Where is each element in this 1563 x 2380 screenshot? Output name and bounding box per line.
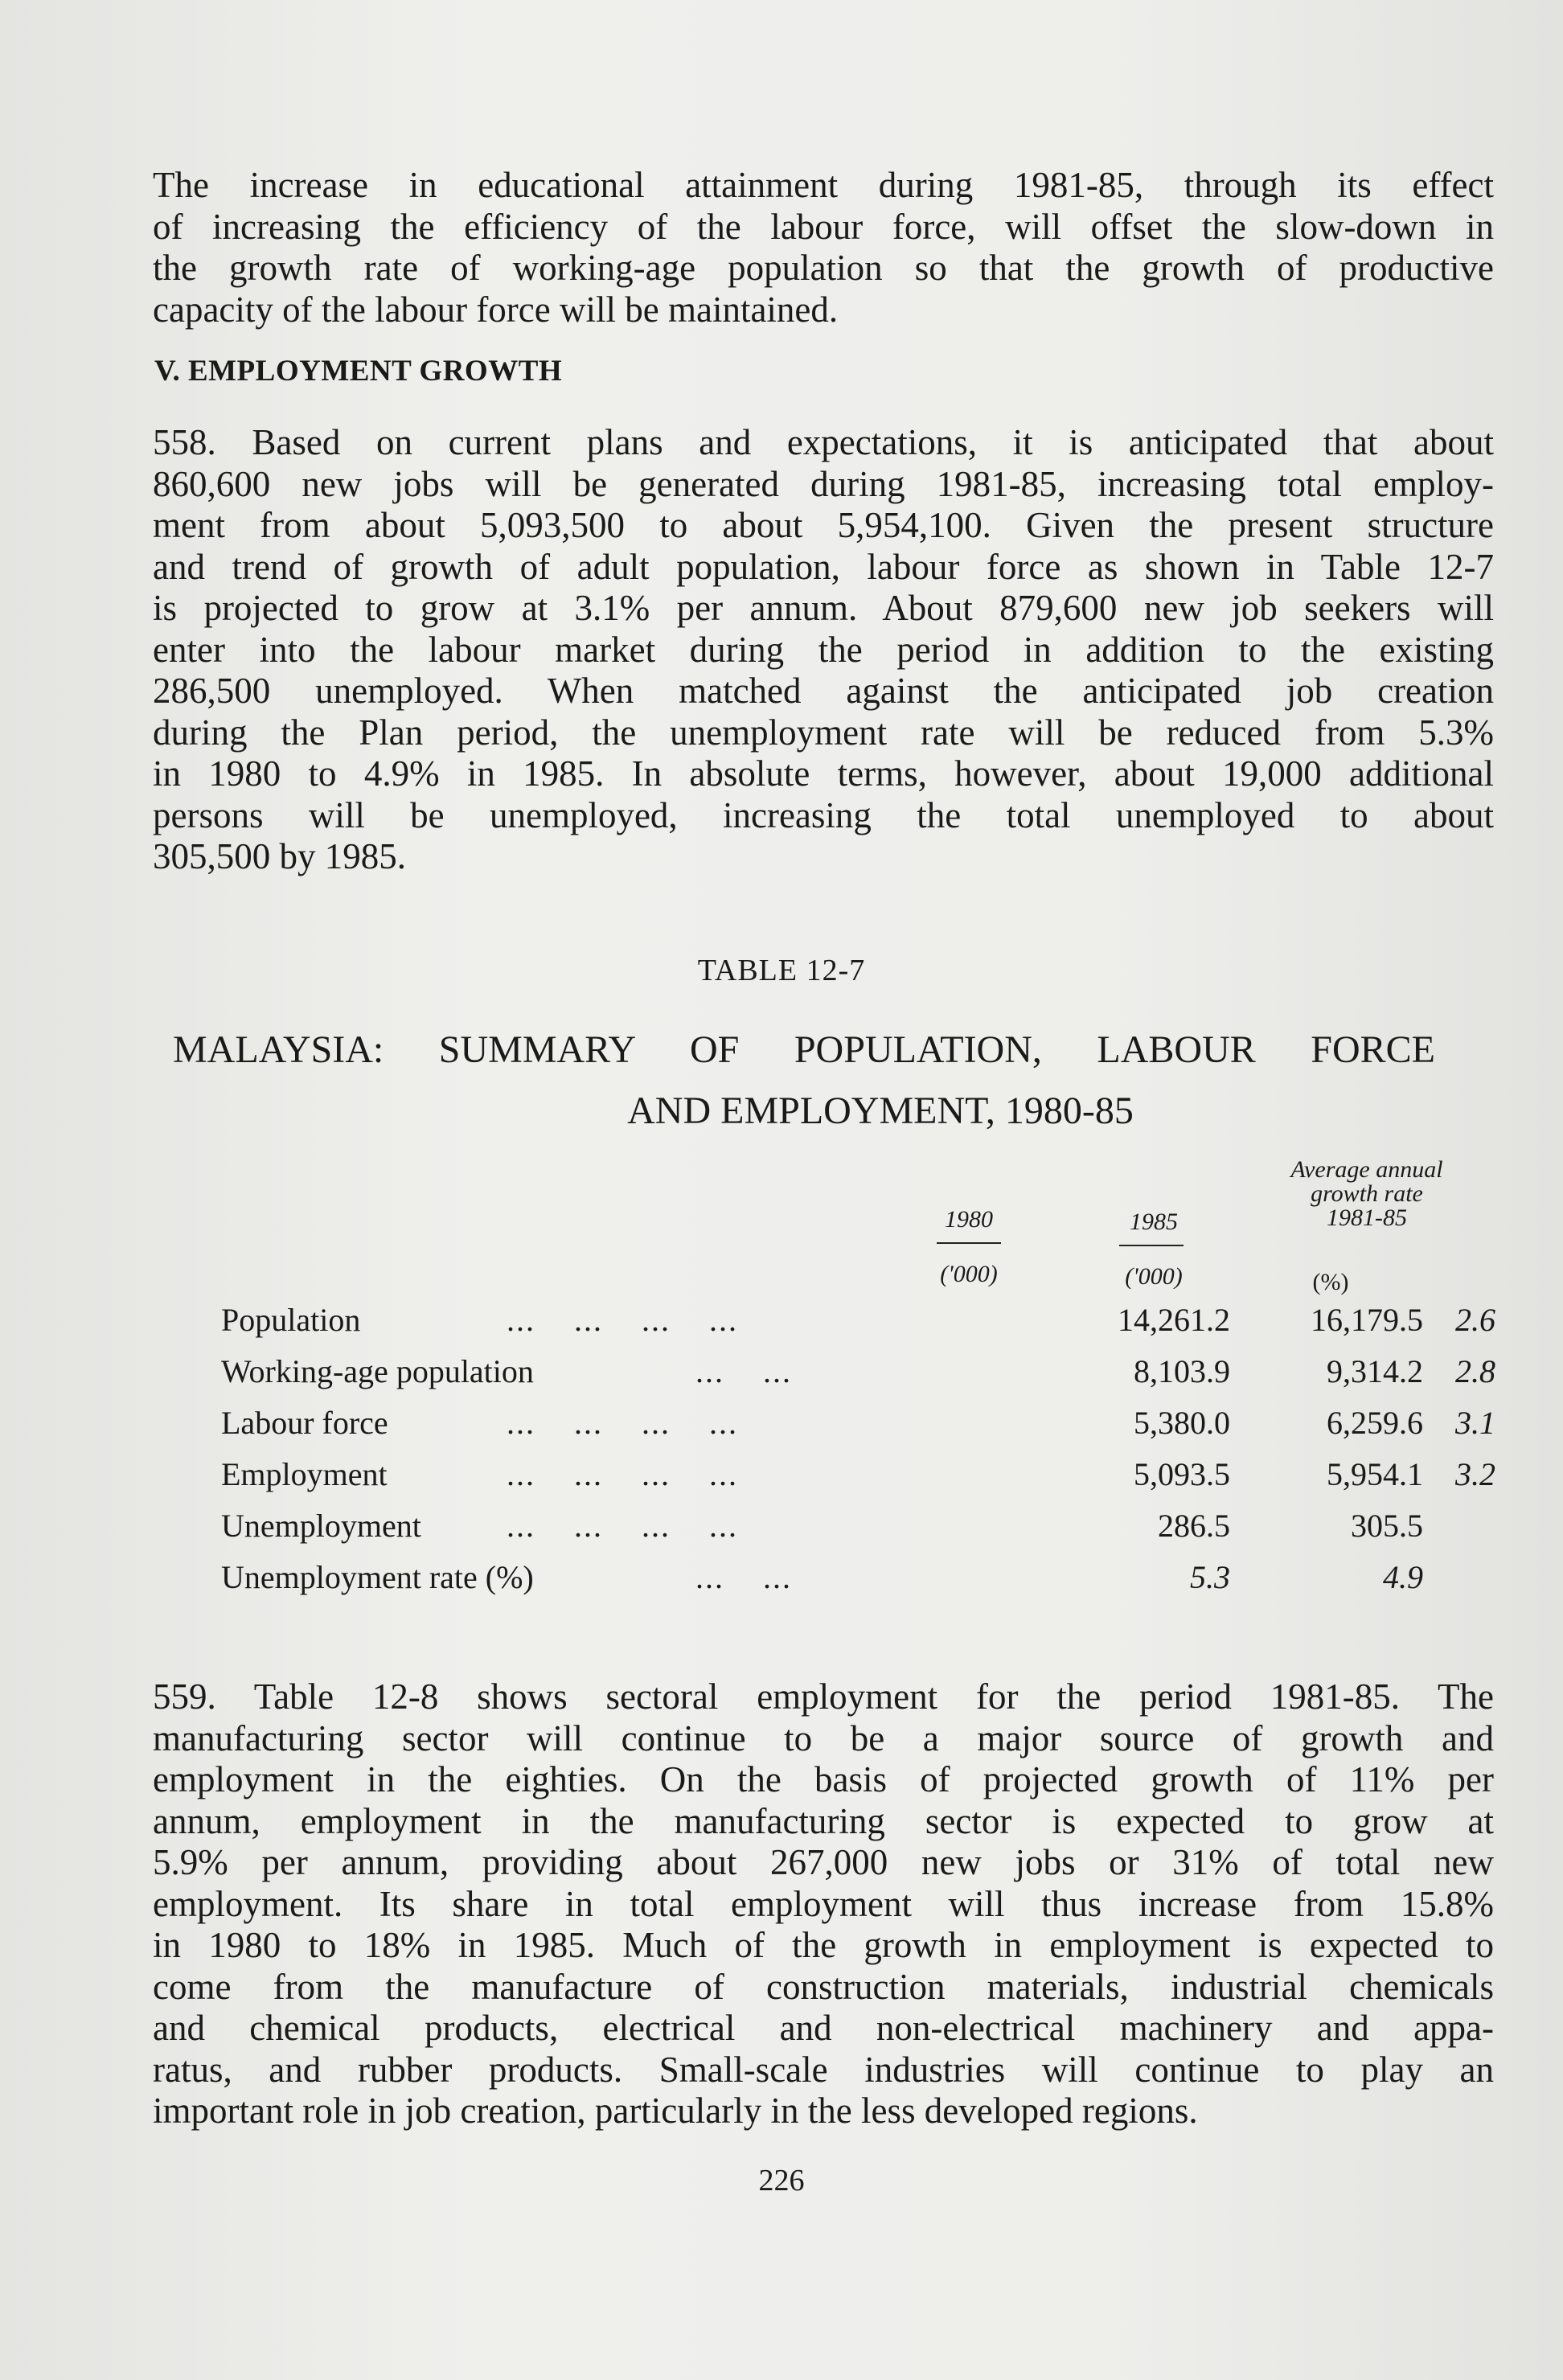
text-line: persons will be unemployed, increasing the total unemployed to about xyxy=(153,794,1494,835)
table-row xyxy=(221,1507,1475,1555)
table-row xyxy=(221,1301,1495,1349)
header-1980-underline xyxy=(937,1242,1001,1244)
table-row xyxy=(221,1404,1495,1452)
header-1980: 1980 xyxy=(945,1206,993,1233)
table-row xyxy=(221,1455,1495,1504)
text-line: is projected to grow at 3.1% per annum. About 879,600 new job seekers will xyxy=(153,588,1494,628)
value-1980: 5.3 xyxy=(1190,1559,1230,1595)
value-growth: 3.1 xyxy=(1455,1405,1495,1441)
header-growth xyxy=(1254,1158,1479,1230)
row-label: Unemployment rate (%) xyxy=(221,1559,534,1595)
text-line: 559. Table 12-8 shows sectoral employment for the period 1981-85. The xyxy=(153,1676,1494,1717)
text-line: in 1980 to 18% in 1985. Much of the growth in employment is expected to xyxy=(153,1925,1494,1965)
table-title xyxy=(173,1020,1435,1142)
text-line: employment. Its share in total employment will thus increase from 15.8% xyxy=(153,1883,1494,1924)
value-1980: 286.5 xyxy=(1158,1508,1230,1544)
value-1980: 5,093.5 xyxy=(1134,1456,1230,1492)
text-line: annum, employment in the manufacturing sector is expected to grow at xyxy=(153,1800,1494,1841)
paragraph-intro xyxy=(153,165,1494,330)
section-heading: V. EMPLOYMENT GROWTH xyxy=(154,355,563,388)
text-line: manufacturing sector will continue to be a major source of growth and xyxy=(153,1717,1494,1758)
header-1980-unit: ('000) xyxy=(940,1261,998,1287)
table-label: TABLE 12-7 xyxy=(697,954,866,987)
leader-dots: ... ... ... ... xyxy=(507,1508,738,1544)
text-line: come from the manufacture of construction materials, industrial chemicals xyxy=(153,1966,1494,2007)
table-title-line2: AND EMPLOYMENT, 1980-85 xyxy=(627,1089,1134,1132)
text-line: 286,500 unemployed. When matched against the anticipated job creation xyxy=(153,671,1494,711)
leader-dots: ... ... ... ... xyxy=(507,1456,738,1492)
value-1980: 8,103.9 xyxy=(1134,1353,1230,1389)
row-label: Employment xyxy=(221,1456,388,1492)
text-line: employment in the eighties. On the basis of projected growth of 11% per xyxy=(153,1759,1494,1799)
value-1980: 5,380.0 xyxy=(1134,1405,1230,1441)
value-1985: 4.9 xyxy=(1383,1559,1423,1595)
text-line: ratus, and rubber products. Small-scale industries will continue to play an xyxy=(153,2049,1494,2090)
leader-dots: ... ... xyxy=(695,1559,792,1595)
value-1985: 6,259.6 xyxy=(1327,1405,1423,1441)
header-1985-unit: ('000) xyxy=(1125,1263,1183,1290)
paragraph-559 xyxy=(153,1676,1494,2132)
value-growth: 2.8 xyxy=(1455,1353,1495,1389)
text-line: The increase in educational attainment during 1981-85, through its effect xyxy=(153,165,1494,205)
table-row xyxy=(221,1352,1495,1401)
row-label: Working-age population xyxy=(221,1353,534,1389)
value-1980: 14,261.2 xyxy=(1118,1302,1230,1338)
value-1985: 16,179.5 xyxy=(1311,1302,1423,1338)
text-line: 5.9% per annum, providing about 267,000 new jobs or 31% of total new xyxy=(153,1842,1494,1882)
text-line: the growth rate of working-age population so that the growth of productive xyxy=(153,248,1494,288)
value-growth: 3.2 xyxy=(1455,1456,1495,1492)
text-line: 558. Based on current plans and expectations, it is anticipated that about xyxy=(153,422,1494,462)
leader-dots: ... ... ... ... xyxy=(507,1405,738,1441)
text-line: and trend of growth of adult population, labour force as shown in Table 12-7 xyxy=(153,546,1494,587)
value-growth: 2.6 xyxy=(1455,1302,1495,1338)
table-title-line1: MALAYSIA: SUMMARY OF POPULATION, LABOUR FORCE xyxy=(173,1028,1435,1071)
text-line: during the Plan period, the unemployment rate will be reduced from 5.3% xyxy=(153,712,1494,753)
header-1985: 1985 xyxy=(1130,1208,1178,1235)
header-1985-underline xyxy=(1119,1245,1184,1246)
text-line: 860,600 new jobs will be generated during 1981-85, increasing total employ- xyxy=(153,463,1494,504)
row-label: Population xyxy=(221,1302,361,1338)
value-1985: 5,954.1 xyxy=(1327,1456,1423,1492)
text-line: 305,500 by 1985. xyxy=(153,836,406,876)
header-growth-line1: Average annual xyxy=(1290,1156,1443,1183)
table-row xyxy=(221,1558,1475,1606)
text-line: ment from about 5,093,500 to about 5,954,100. Given the present structure xyxy=(153,505,1494,545)
paragraph-558 xyxy=(153,422,1494,878)
header-growth-line2: growth rate xyxy=(1311,1180,1423,1207)
text-line: in 1980 to 4.9% in 1985. In absolute terms, however, about 19,000 additional xyxy=(153,753,1494,794)
header-growth-unit: (%) xyxy=(1312,1269,1349,1295)
text-line: of increasing the efficiency of the labour force, will offset the slow-down in xyxy=(153,206,1494,247)
value-1985: 305.5 xyxy=(1351,1508,1423,1544)
leader-dots: ... ... ... ... xyxy=(507,1302,738,1338)
row-label: Unemployment xyxy=(221,1508,421,1544)
text-line: and chemical products, electrical and non-electrical machinery and appa- xyxy=(153,2008,1494,2048)
text-line: important role in job creation, particularly in the less developed regions. xyxy=(153,2091,1198,2131)
page-number: 226 xyxy=(758,2164,805,2197)
leader-dots: ... ... xyxy=(695,1353,792,1389)
header-growth-line3: 1981-85 xyxy=(1327,1204,1407,1231)
text-line: enter into the labour market during the period in addition to the existing xyxy=(153,629,1494,670)
text-line: capacity of the labour force will be maintained. xyxy=(153,289,839,330)
row-label: Labour force xyxy=(221,1405,388,1441)
value-1985: 9,314.2 xyxy=(1327,1353,1423,1389)
